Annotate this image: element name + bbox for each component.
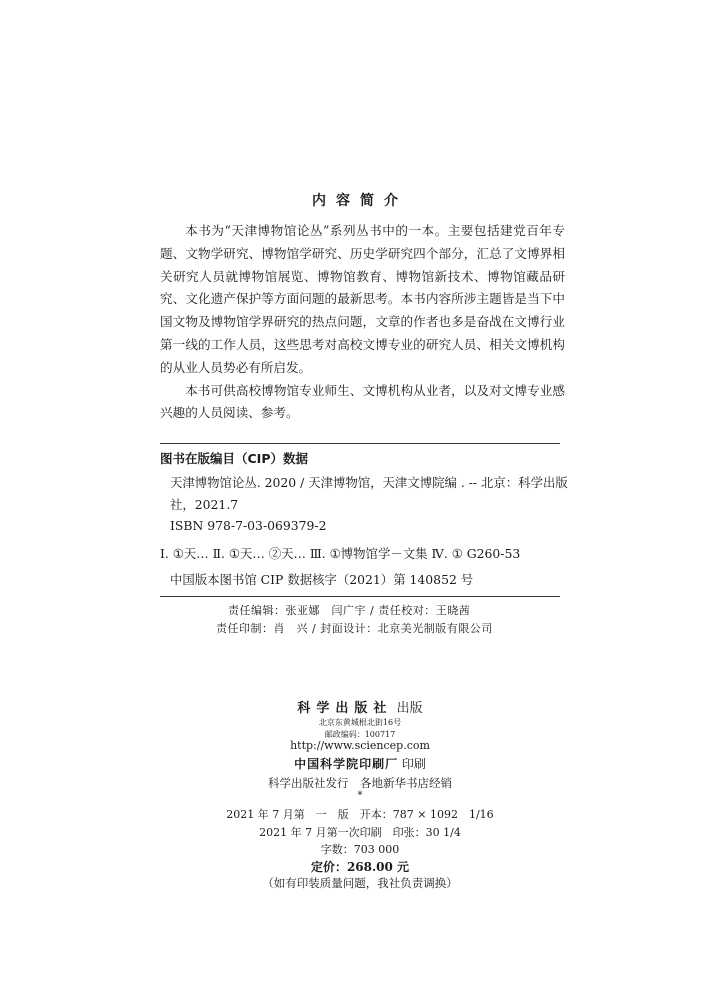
- intro-paragraph-2: 本书可供高校博物馆专业师生、文博机构从业者，以及对文博专业感兴趣的人员阅读、参考。: [160, 382, 565, 421]
- publisher-line: [0, 697, 720, 716]
- intro-title: 内容简介: [312, 193, 408, 209]
- cip-isbn: ISBN 978-7-03-069379-2: [170, 518, 327, 533]
- printer-suffix: 印刷: [401, 757, 426, 771]
- publisher-address: 北京东黄城根北街16号: [318, 718, 402, 727]
- cip-heading: 图书在版编目（CIP）数据: [160, 451, 308, 466]
- publisher-url: http://www.sciencep.com: [290, 739, 430, 752]
- quality-notice: （如有印装质量问题，我社负责调换）: [262, 876, 458, 890]
- intro-body: [160, 220, 565, 425]
- publisher-suffix: 出版: [396, 701, 423, 716]
- printer-line: [0, 755, 720, 772]
- cip-block: [160, 443, 568, 597]
- separator-star: *: [357, 790, 363, 801]
- intro-paragraph-1: 本书为“天津博物馆论丛”系列丛书中的一本。主要包括建党百年专题、文物学研究、博物馆学研究、历史学研究四个部分，汇总了文博界相关研究人员就博物馆展览、博物馆教育、博物馆新技术、博物馆藏品研究、文化遗产保护等方面问题的最新思考。本书内容所涉主题皆是当下中国文物及博物馆学界研究的热点问题，文章的作者也多是奋战在文博行业第一线的工作人员，这些思考对高校文博专业的研究人员、相关文博机构的从业人员势必有所启发。: [160, 223, 565, 375]
- distribution-line: 科学出版社发行 各地新华书店经销: [268, 776, 452, 790]
- printing-line: 2021 年 7 月第一次印刷 印张：30 1/4: [259, 826, 461, 839]
- cip-record-number: 中国版本图书馆 CIP 数据核字（2021）第 140852 号: [170, 572, 474, 587]
- word-count: 字数：703 000: [320, 843, 400, 856]
- printer-name: 中国科学院印刷厂: [294, 757, 399, 771]
- edition-line: 2021 年 7 月第 一 版 开本：787 × 1092 1/16: [226, 808, 494, 821]
- credit-production: 责任印制：肖 兴 / 封面设计：北京美光制版有限公司: [216, 622, 493, 635]
- credit-editors: 责任编辑：张亚娜 闫广宇 / 责任校对：王晓茜: [228, 604, 471, 617]
- price: 定价：268.00 元: [310, 860, 410, 874]
- cip-catalog-line: 天津博物馆论丛. 2020 / 天津博物馆，天津文博院编 . -- 北京：科学出版: [170, 475, 568, 490]
- publisher-name: 科学出版社: [297, 701, 393, 716]
- publisher-zipcode: 邮政编码：100717: [324, 730, 396, 739]
- cip-catalog-line-continued: 社，2021.7: [170, 497, 239, 512]
- cip-classification: Ⅰ. ①天… Ⅱ. ①天… ②天… Ⅲ. ①博物馆学－文集 Ⅳ. ① G260-53: [160, 546, 521, 561]
